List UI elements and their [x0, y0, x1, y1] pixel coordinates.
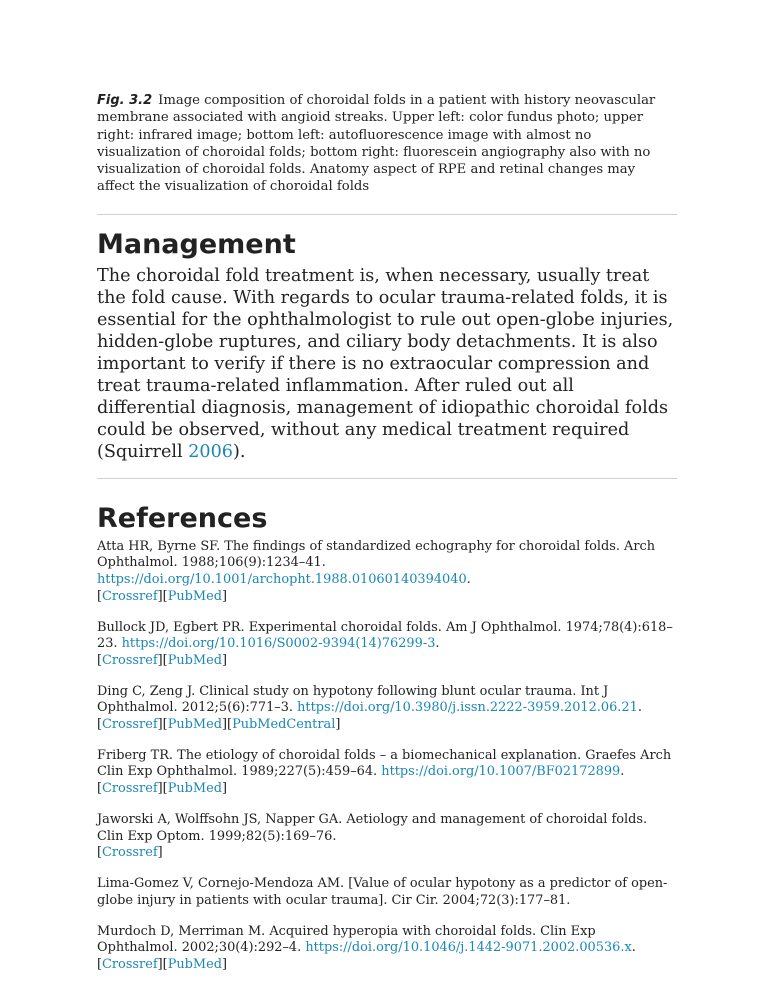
doi-link[interactable]: https://doi.org/10.1007/BF02172899	[381, 764, 621, 780]
bracket: ]	[157, 957, 163, 972]
reference-item	[97, 748, 677, 798]
bracket: ]	[335, 716, 341, 732]
bracket: ]	[157, 588, 163, 604]
figure-label: Fig. 3.2	[97, 93, 153, 108]
citation-link[interactable]: 2006	[188, 441, 233, 462]
reference-punctuation: .	[435, 636, 440, 652]
reference-text: Atta HR, Byrne SF. The findings of standardized echography for choroidal folds. Arch Ophthalmol. 1988;106(9):1234–41.	[97, 538, 656, 571]
bracket: ]	[222, 716, 228, 732]
management-heading: Management	[97, 228, 296, 260]
reference-link-crossref[interactable]: Crossref	[102, 716, 158, 732]
reference-link-pubmedcentral[interactable]: PubMedCentral	[232, 716, 336, 732]
reference-punctuation: .	[620, 764, 625, 780]
bracket: [	[162, 957, 168, 972]
reference-link-pubmed[interactable]: PubMed	[167, 588, 222, 604]
section-divider	[97, 214, 677, 215]
doi-link[interactable]: https://doi.org/10.1046/j.1442-9071.2002.00536.x	[305, 940, 632, 956]
doi-link[interactable]: https://doi.org/10.1016/S0002-9394(14)76299-3	[121, 636, 436, 652]
bracket: [	[97, 716, 103, 732]
page-content	[97, 92, 677, 988]
reference-text: Friberg TR. The etiology of choroidal folds – a biomechanical explanation. Graefes Arch Clin Exp Ophthalmol. 1989;227(5):459–64.	[97, 747, 672, 780]
reference-text: Ding C, Zeng J. Clinical study on hypotony following blunt ocular trauma. Int J Ophthalmol. 2012;5(6):771–3.	[97, 683, 609, 716]
reference-item	[97, 684, 677, 734]
reference-link-crossref[interactable]: Crossref	[102, 957, 158, 972]
reference-punctuation: .	[466, 571, 471, 587]
management-paragraph	[97, 265, 677, 463]
bracket: ]	[222, 652, 228, 668]
bracket: ]	[157, 781, 163, 797]
management-text-end: ).	[233, 441, 246, 462]
reference-item	[97, 812, 677, 862]
bracket: [	[162, 652, 168, 668]
reference-text: Lima-Gomez V, Cornejo-Mendoza AM. [Value of ocular hypotony as a predictor of open-globe injury in patients with ocular trauma]. Cir Cir. 2004;72(3):177–81.	[97, 876, 668, 908]
reference-text: Murdoch D, Merriman M. Acquired hyperopia with choroidal folds. Clin Exp Ophthalmol. 2002;30(4):292–4.	[97, 923, 596, 956]
reference-link-crossref[interactable]: Crossref	[102, 781, 158, 797]
bracket: ]	[157, 652, 163, 668]
doi-link[interactable]: https://doi.org/10.3980/j.issn.2222-3959.2012.06.21	[297, 700, 638, 716]
bracket: [	[97, 588, 103, 604]
reference-item	[97, 539, 677, 605]
reference-punctuation: .	[631, 940, 636, 956]
reference-link-crossref[interactable]: Crossref	[102, 845, 158, 861]
reference-link-crossref[interactable]: Crossref	[102, 652, 158, 668]
figure-caption	[97, 92, 677, 196]
management-text: The choroidal fold treatment is, when necessary, usually treat the fold cause. With regards to ocular trauma-related folds, it is essential for the ophthalmologist to rule out open-globe injuries, hidden-globe ruptures, and ciliary body detachments. It is also important to verify if there is no extraocular compression and treat trauma-related inflammation. After ruled out all differential diagnosis, management of idiopathic choroidal folds could be observed, without any medical treatment required (Squirrell	[97, 265, 674, 462]
references-heading: References	[97, 502, 268, 534]
bracket: [	[162, 716, 168, 732]
bracket: [	[162, 781, 168, 797]
bracket: [	[97, 781, 103, 797]
bracket: [	[97, 845, 103, 861]
reference-link-pubmed[interactable]: PubMed	[167, 716, 222, 732]
figure-caption-text: Image composition of choroidal folds in a patient with history neovascular membrane associated with angioid streaks. Upper left: color fundus photo; upper right: infrared image; bottom left: autofluorescence image with almost no visualization of choroidal folds; bottom right: fluorescein angiography also with no visualization of choroidal folds. Anatomy aspect of RPE and retinal changes may affect the visualization of choroidal folds	[97, 93, 656, 195]
bracket: ]	[157, 716, 163, 732]
reference-text: Bullock JD, Egbert PR. Experimental choroidal folds. Am J Ophthalmol. 1974;78(4):618–23.	[97, 619, 673, 652]
reference-punctuation: .	[637, 700, 642, 716]
doi-link[interactable]: https://doi.org/10.1001/archopht.1988.01060140394040	[97, 571, 467, 587]
reference-link-pubmed[interactable]: PubMed	[167, 781, 222, 797]
reference-item	[97, 620, 677, 670]
bracket: ]	[222, 781, 228, 797]
bracket: [	[97, 957, 103, 972]
bracket: [	[162, 588, 168, 604]
reference-item	[97, 876, 677, 909]
reference-text: Jaworski A, Wolffsohn JS, Napper GA. Aetiology and management of choroidal folds. Clin Exp Optom. 1999;82(5):169–76.	[97, 812, 648, 844]
reference-link-pubmed[interactable]: PubMed	[167, 957, 222, 972]
bracket: ]	[157, 845, 163, 861]
reference-link-crossref[interactable]: Crossref	[102, 588, 158, 604]
reference-link-pubmed[interactable]: PubMed	[167, 652, 222, 668]
bracket: ]	[222, 957, 228, 972]
bracket: [	[97, 652, 103, 668]
bracket: [	[227, 716, 233, 732]
reference-list	[97, 539, 677, 974]
section-divider	[97, 478, 677, 479]
reference-item	[97, 924, 677, 974]
bracket: ]	[222, 588, 228, 604]
